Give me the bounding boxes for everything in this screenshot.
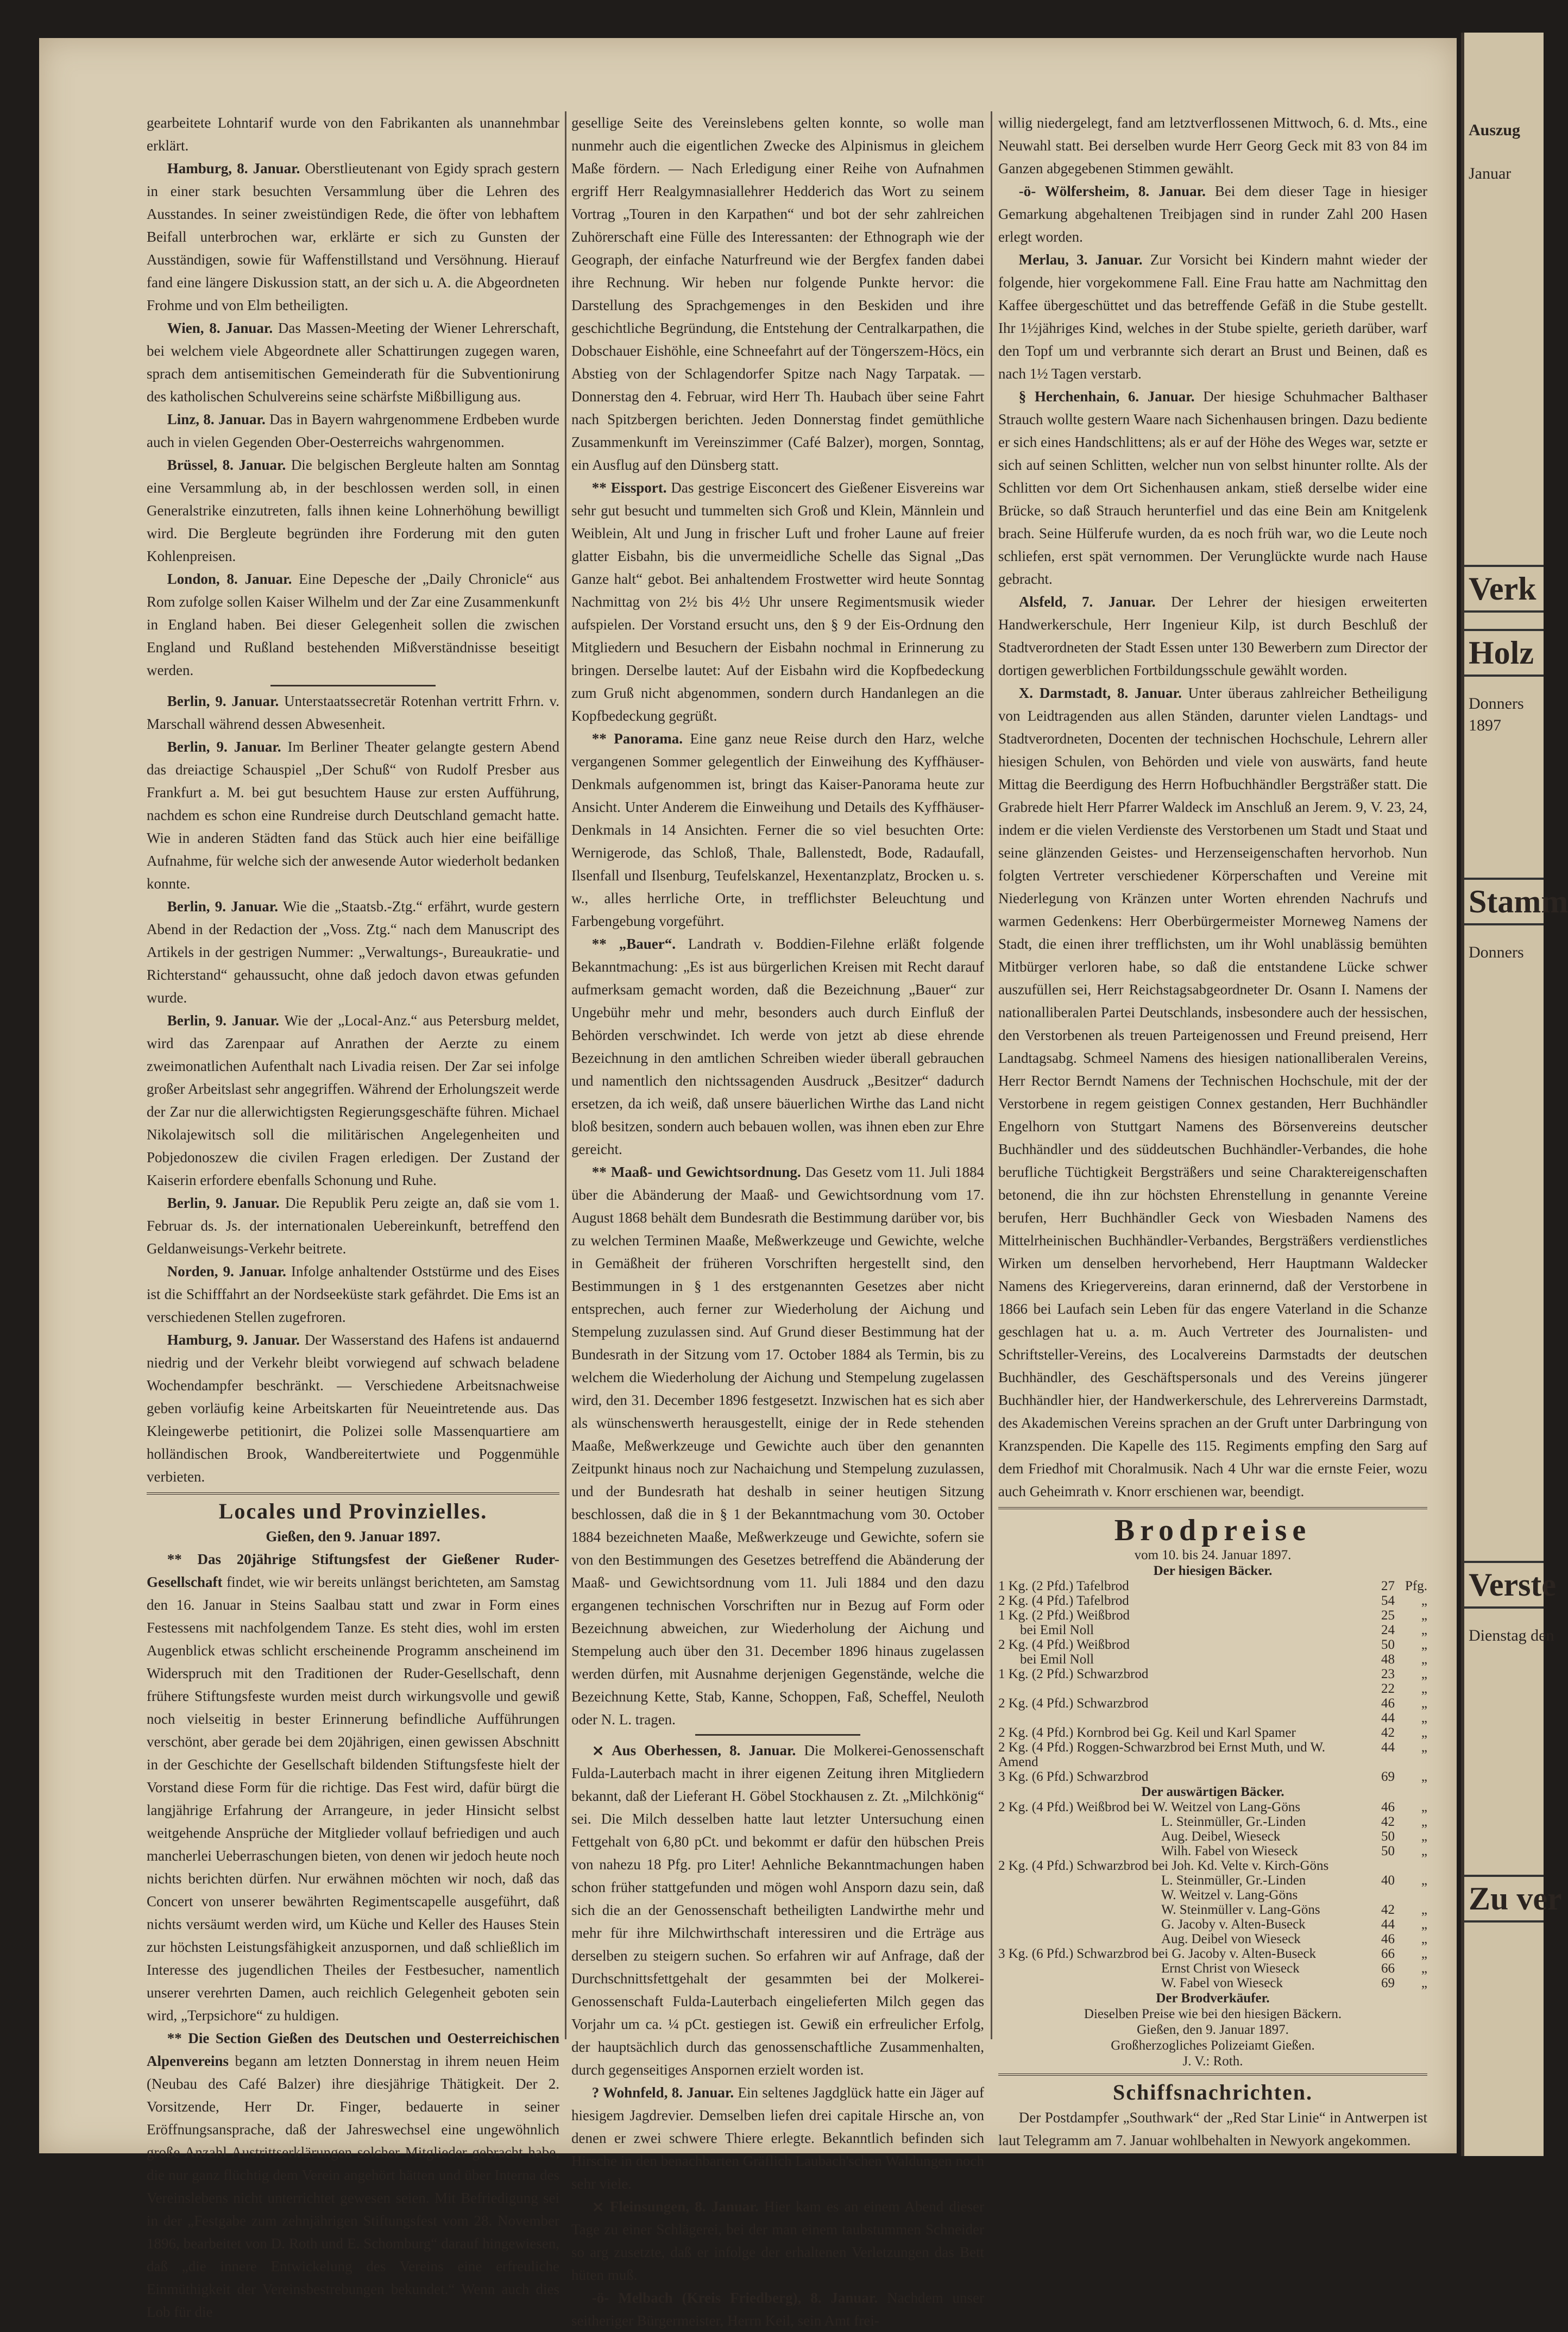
article-lead: Alsfeld, 7. Januar. (1018, 594, 1156, 610)
article-lead: ** Eissport. (591, 480, 667, 496)
bread-prices-notice (998, 1514, 1427, 2069)
article-text: Unter überaus zahlreicher Betheiligung von Leidtragenden aus allen Ständen, darunter vielen Landtags- und Stadtverordneten, Docenten der technischen Hochschule, Lehrern aller hiesigen Schulen, von Behörden und viele von auswärts, fand heute Mittag die Beerdigung des Herrn Hofbuchhändler Bergsträßer statt. Die Grabrede hielt Herr Pfarrer Waldeck im Anschluß an Jerem. 9, V. 23, 24, indem er die vielen Verdienste des Verstorbenen um Stadt und Staat und seine glänzenden Geistes- und Herzenseigenschaften hervorhob. Nun folgten Vertreter verschiedener Körperschaften und Vereine mit Niederlegung von Kränzen unter Worten ehrenden Nachrufs und warmen Gedenkens: Herr Oberbürgermeister Morneweg Namens der Stadt, die einen ihrer trefflichsten, um ihr Wohl unablässig bemühten Mitbürger verloren habe, so daß die entstandene Lücke schwer auszufüllen sei, Herr Reichstagsabgeordneter Dr. Osann I. Namens der nationalliberalen Partei Deutschlands, insbesondere auch der hessischen, den Verstorbenen als treuen Parteigenossen und Freund preisend, Herr Landtagsabg. Schmeel Namens des hiesigen nationalliberalen Vereins, Herr Rector Berndt Namens der Technischen Hochschule, mit der der Verstorbene in regem geistigen Connex gestanden, Herr Buchhändler Engelhorn von Stuttgart Namens des Börsenvereins deutscher Buchhändler und des süddeutschen Buchhändler-Verbandes, die hohe berufliche Tüchtigkeit Bergsträßers und seine Charaktereigenschaften betonend, die ihn zur höchsten Ehrenstellung in genannte Vereine berufen, Herr Buchhändler Geck von Wiesbaden Namens des Mittelrheinischen Buchhändler-Verbandes, Bergsträßers verdienstliches Wirken um denselben hervorhebend, Herr Hauptmann Waldecker Namens des Kriegervereins, daran erinnernd, daß der Verstorbene in 1866 bei Laufach sein Leben für das engere Vaterland in die Schanze geschlagen hat u. a. m. Auch Vertreter des Journalisten- und Schriftsteller-Vereins, des Localvereins Darmstadts der deutschen Buchhändler, des Geschäftspersonals und des Vereins jüngerer Buchhändler hier, der Handwerkerschule, des Lehrervereins Darmstadt, des Akademischen Vereins sprachen an der Gruft unter Darbringung von Kranzspenden. Die Kapelle des 115. Regiments empfing den Sarg auf dem Friedhof mit Choralmusik. Nach 4 Uhr war die ernste Feier, wozu auch Geheimrath v. Knorr erschienen war, beendigt. (998, 685, 1428, 1499)
price-value: 44 (1381, 1917, 1395, 1932)
price-row (998, 1858, 1427, 1873)
article-lead: Hamburg, 9. Januar. (167, 1332, 300, 1348)
price-value: 46 (1381, 1696, 1395, 1711)
price-item: 2 Kg. (4 Pfd.) Kornbrod bei Gg. Keil und Karl Spamer (998, 1725, 1296, 1740)
price-unit: „ (1421, 1902, 1427, 1917)
price-row (998, 1740, 1427, 1769)
article-text: Nachdem unser seitheriger Bürgermeister, Herrn Keil, sein Amt frei- (571, 2290, 984, 2329)
price-unit: „ (1421, 1961, 1427, 1976)
price-unit: „ (1421, 1873, 1427, 1888)
fragment: Dienstag den (1469, 1627, 1554, 1644)
column-2 (571, 111, 984, 2332)
price-item: 2 Kg. (4 Pfd.) Schwarzbrod (998, 1696, 1149, 1711)
price-item: W. Fabel von Wieseck (1161, 1976, 1283, 1990)
article-paragraph (147, 690, 559, 735)
price-value: 48 (1381, 1652, 1395, 1667)
price-row (998, 1637, 1427, 1652)
article-paragraph (998, 682, 1427, 1503)
price-item: 2 Kg. (4 Pfd.) Weißbrod (998, 1637, 1130, 1652)
divider (998, 1507, 1427, 1509)
price-value (1362, 1888, 1395, 1902)
price-row (998, 1888, 1427, 1902)
price-item: G. Jacoby v. Alten-Buseck (1161, 1917, 1306, 1932)
article-lead: Berlin, 9. Januar. (167, 693, 279, 709)
article-text: Im Berliner Theater gelangte gestern Abend das dreiactige Schauspiel „Der Schuß“ von Rudolf Presber aus Frankfurt a. M. bei gut besuchtem Hause zur ersten Aufführung, nachdem es schon eine Rundreise durch Deutschland gemacht hatte. Wie in anderen Städten fand das Stück auch hier eine beifällige Aufnahme, für welche sich der anwesende Autor wiederholt bedanken konnte. (147, 739, 559, 892)
article-text: Oberstlieutenant von Egidy sprach gestern in einer stark besuchten Versammlung über die Lehren des Ausstandes. In seiner zweistündigen Rede, die öfter von lebhaftem Beifall unterbrochen war, erklärte er sich zu Gunsten der Ausständigen, sowie für Waffenstillstand und Versöhnung. Hierauf fand eine längere Diskussion statt, an der sich u. A. die Abgeordneten Frohme und von Elm betheiligten. (147, 160, 560, 313)
price-value: 24 (1381, 1623, 1395, 1637)
article-lead: ** Das 20jährige Stiftungsfest der Gießener Ruder-Gesellschaft (147, 1551, 559, 1590)
bread-prices-title: Brodpreise (1114, 1514, 1312, 1547)
article-lead: Berlin, 9. Januar. (167, 1012, 279, 1029)
price-value: 23 (1381, 1667, 1395, 1681)
column-rule (991, 111, 992, 2039)
price-row (998, 1769, 1427, 1784)
article-paragraph (147, 568, 559, 682)
price-item: 2 Kg. (4 Pfd.) Tafelbrod (998, 1593, 1129, 1608)
price-unit (1395, 1888, 1427, 1902)
fragment: Januar (1469, 165, 1512, 182)
article-paragraph (147, 895, 559, 1009)
article-lead: Merlau, 3. Januar. (1018, 251, 1143, 268)
article-paragraph (571, 1739, 984, 2081)
price-item: 1 Kg. (2 Pfd.) Schwarzbrod (998, 1667, 1149, 1681)
fragment: Stamm (1464, 878, 1544, 925)
price-value: 46 (1381, 1932, 1395, 1946)
column-3 (998, 111, 1427, 2152)
article-text: Bei dem dieser Tage in hiesiger Gemarkung abgehaltenen Treibjagen sind in runder Zahl 200 Hasen erlegt worden. (998, 183, 1427, 245)
article-lead: ** Maaß- und Gewichtsordnung. (591, 1164, 801, 1180)
article-paragraph (571, 2286, 984, 2332)
price-item (998, 1681, 1362, 1696)
article-lead: Berlin, 9. Januar. (167, 898, 279, 915)
ships-heading: Schiffsnachrichten. (1113, 2080, 1313, 2104)
article-paragraph (147, 111, 559, 157)
price-item: bei Emil Noll (1020, 1623, 1094, 1637)
price-table-local (998, 1579, 1427, 1784)
price-unit: „ (1421, 1946, 1427, 1961)
article-paragraph (147, 1328, 559, 1488)
news-block-telegrams (147, 690, 559, 1488)
price-item: Aug. Deibel, Wieseck (1161, 1829, 1281, 1844)
dateline: Gießen, den 9. Januar 1897. (266, 1528, 440, 1545)
article-paragraph (998, 248, 1427, 385)
article-text: Ein seltenes Jagdglück hatte ein Jäger auf hiesigem Jagdrevier. Demselben liefen drei capitale Hirsche an, von denen er zwei schwere Thiere erlegte. Bekanntlich befinden sich Hirsche in den benachbarten Gräflich Laubach'schen Waldungen noch sehr viele. (571, 2084, 984, 2192)
price-value: 54 (1381, 1593, 1395, 1608)
article-paragraph (571, 111, 984, 476)
price-value: 69 (1381, 1976, 1395, 1990)
price-unit: „ (1421, 1769, 1427, 1784)
price-row (998, 1932, 1427, 1946)
article-text: Wie der „Local-Anz.“ aus Petersburg meldet, wird das Zarenpaar auf Anrathen der Aerzte zu einem zweimonatlichen Aufenthalt nach Livadia reisen. Der Zar sei infolge großer Arbeitslast sehr angegriffen. Während der Erholungszeit werde der Zar nur die allerwichtigsten Regierungsgeschäfte führen. Michael Nikolajewitsch soll die militärischen Angelegenheiten und Pobjedonoszew die civilen Fragen erledigen. Der Zustand der Kaiserin erfordere ebenfalls Schonung und Ruhe. (147, 1012, 559, 1188)
price-row (998, 1725, 1427, 1740)
news-block-top (147, 111, 559, 682)
price-item: 1 Kg. (2 Pfd.) Tafelbrod (998, 1579, 1129, 1593)
price-item: 2 Kg. (4 Pfd.) Schwarzbrod bei Joh. Kd. Velte v. Kirch-Göns (998, 1858, 1329, 1873)
article-paragraph (998, 590, 1427, 682)
divider (147, 1492, 559, 1495)
price-value: 66 (1381, 1961, 1395, 1976)
article-paragraph (571, 2081, 984, 2195)
price-row (998, 1681, 1427, 1696)
article-lead: Brüssel, 8. Januar. (167, 457, 286, 473)
article-paragraph (147, 157, 559, 317)
price-item: bei Emil Noll (1020, 1652, 1094, 1667)
price-unit: „ (1421, 1623, 1427, 1637)
article-paragraph (571, 1161, 984, 1731)
article-text: Landrath v. Boddien-Filehne erläßt folgende Bekanntmachung: „Es ist aus bürgerlichen Kreisen mit Recht darauf aufmerksam gemacht worden, daß die Bezeichnung „Bauer“ zur Ungebühr mehr und mehr, besonders auch durch Einfluß der Behörden verschwindet. Ich werde von jetzt ab diese ehrende Bezeichnung in den amtlichen Schreiben wieder überall gebrauchen und namentlich den nichtssagenden Ausdruck „Besitzer“ dadurch ersetzen, da ich weiß, daß unsere bäuerlichen Wirthe das Land nicht bloß besitzen, sondern auch bebauen wollen, was ihnen eben zur Ehre gereicht. (571, 936, 984, 1157)
fragment: Donners (1469, 943, 1524, 961)
price-item: 3 Kg. (6 Pfd.) Schwarzbrod bei G. Jacoby v. Alten-Buseck (998, 1946, 1317, 1961)
price-value: 42 (1381, 1902, 1395, 1917)
price-unit: „ (1421, 1917, 1427, 1932)
price-row (998, 1829, 1427, 1844)
article-lead: Norden, 9. Januar. (167, 1263, 286, 1280)
price-unit: „ (1421, 1800, 1427, 1814)
article-text: Infolge anhaltender Oststürme und des Eises ist die Schifffahrt an der Nordseeküste stark gefährdet. Die Ems ist an verschiedenen Stellen zugefroren. (147, 1263, 560, 1325)
price-item: 2 Kg. (4 Pfd.) Roggen-Schwarzbrod bei Ernst Muth, und W. Amend (998, 1740, 1326, 1769)
column-1 (147, 111, 559, 2323)
price-unit: „ (1421, 1652, 1427, 1667)
divider (270, 685, 436, 686)
price-unit (1395, 1858, 1427, 1873)
fragment: Donners (1469, 695, 1524, 713)
price-row (998, 1814, 1427, 1829)
bread-prices-period: vom 10. bis 24. Januar 1897. (1134, 1548, 1292, 1562)
price-row (998, 1579, 1427, 1593)
article-lead: ** Panorama. (591, 730, 683, 747)
price-row (998, 1696, 1427, 1711)
article-paragraph (147, 453, 559, 568)
price-value: 50 (1381, 1637, 1395, 1652)
article-lead: § Herchenhain, 6. Januar. (1018, 388, 1195, 405)
price-unit: „ (1421, 1844, 1427, 1858)
article-paragraph (147, 1260, 559, 1328)
price-item: 1 Kg. (2 Pfd.) Weißbrod (998, 1608, 1130, 1623)
news-block-local-cont (571, 111, 984, 1731)
article-paragraph (571, 932, 984, 1161)
price-value (1362, 1858, 1395, 1873)
article-lead: Linz, 8. Januar. (167, 411, 266, 427)
price-value: 50 (1381, 1844, 1395, 1858)
article-lead: ⨯ Fleinsungen, 8. Januar. (591, 2198, 759, 2215)
price-value: 42 (1381, 1725, 1395, 1740)
fragment: Holz (1464, 629, 1544, 677)
fragment: Verk (1464, 565, 1544, 613)
price-unit: Pfg. (1405, 1579, 1427, 1593)
price-item: W. Steinmüller v. Lang-Göns (1161, 1902, 1320, 1917)
article-text: Das Massen-Meeting der Wiener Lehrerschaft, bei welchem viele Abgeordnete aller Schattirungen zugegen waren, sprach dem antisemitischen Gemeinderath für die Subventionirung des katholischen Schulvereins seine schärfste Mißbilligung aus. (147, 320, 559, 405)
price-unit: „ (1421, 1608, 1427, 1623)
news-block-local (147, 1548, 559, 2323)
price-item: L. Steinmüller, Gr.-Linden (1161, 1873, 1306, 1888)
article-paragraph (147, 317, 559, 408)
price-unit: „ (1421, 1711, 1427, 1725)
price-value: 44 (1381, 1740, 1395, 1755)
divider (695, 1734, 860, 1736)
article-text: Die Republik Peru zeigte an, daß sie vom 1. Februar ds. Js. der internationalen Uebereinkunft, betreffend den Geldanweisungs-Verkehr beitrete. (147, 1195, 560, 1257)
price-value: 42 (1381, 1814, 1395, 1829)
article-text: gearbeitete Lohntarif wurde von den Fabrikanten als unannehmbar erklärt. (147, 115, 559, 154)
article-text: Eine ganz neue Reise durch den Harz, welche vergangenen Sommer gelegentlich der Einweihung des Kyffhäuser-Denkmals aufgenommen ist, bringt das Kaiser-Panorama heute zur Ansicht. Unter Anderem die Einweihung und Details des Kyffhäuser-Denkmals in 14 Ansichten. Ferner die so viel besuchten Orte: Wernigerode, das Schloß, Thale, Ballenstedt, Bode, Radaufall, Ilsenfall und Ilsenburg, Teufelskanzel, Hexentanzplatz, Brocken u. s. w., alles herrliche Orte, in trefflichster Beleuchtung und Farbengebung vorgeführt. (571, 730, 984, 929)
price-unit: „ (1421, 1593, 1427, 1608)
sellers-note: Dieselben Preise wie bei den hiesigen Bäckern. (1084, 2007, 1342, 2021)
price-row (998, 1608, 1427, 1623)
price-row (998, 1873, 1427, 1888)
price-value: 46 (1381, 1800, 1395, 1814)
article-text: Die belgischen Bergleute halten am Sonntag eine Versammlung ab, in der beschlossen werden soll, in einen Generalstrike einzutreten, falls ihnen keine Lohnerhöhung bewilligt wird. Die Bergleute begründen ihre Forderung mit den guten Kohlenpreisen. (147, 457, 560, 564)
price-row (998, 1800, 1427, 1814)
price-row (998, 1844, 1427, 1858)
price-table-foreign (998, 1800, 1427, 1990)
price-value: 40 (1381, 1873, 1395, 1888)
price-item: L. Steinmüller, Gr.-Linden (1161, 1814, 1306, 1829)
fragment: Auszug (1469, 121, 1521, 139)
price-value: 27 (1381, 1579, 1395, 1593)
article-paragraph (571, 2195, 984, 2286)
fragment: Verste (1464, 1561, 1544, 1609)
divider (998, 2073, 1427, 2076)
price-unit: „ (1421, 1696, 1427, 1711)
article-text: Die Molkerei-Genossenschaft Fulda-Lauterbach macht in ihrer eigenen Zeitung ihren Mitgliedern bekannt, daß der Lieferant H. Göbel Stockhausen z. Zt. „Milchkönig“ sei. Die Milch desselben hatte laut letzter Untersuchung einen Fettgehalt von 6,80 pCt. und bekommt er dafür den hübschen Preis von nahezu 18 Pfg. pro Liter! Aehnliche Bekanntmachungen haben schon früher stattgefunden und mögen wohl Ansporn dazu sein, daß sich die an der Genossenschaft betheiligten Landwirthe mehr und mehr für ihre Milchwirthschaft interessiren und die Erträge aus derselben zu steigern suchen. So erfahren wir auf Anfrage, daß der Durchschnittsfettgehalt der gesammten bei der Molkerei-Genossenschaft Fulda-Lauterbach eingelieferten Milch gegen das Vorjahr um ca. ¼ pCt. gestiegen ist. Gewiß ein erfreulicher Erfolg, der hauptsächlich durch das genossenschaftliche Zusammenhalten, durch gegenseitiges Anspornen erzielt worden ist. (571, 1742, 984, 2078)
price-item: Aug. Deibel von Wieseck (1161, 1932, 1301, 1946)
price-row (998, 1902, 1427, 1917)
article-lead: Berlin, 9. Januar. (167, 1195, 280, 1211)
price-item: 3 Kg. (6 Pfd.) Schwarzbrod (998, 1769, 1149, 1784)
price-item: Ernst Christ von Wieseck (1161, 1961, 1300, 1976)
article-text: Eine Depesche der „Daily Chronicle“ aus Rom zufolge sollen Kaiser Wilhelm und der Zar eine Zusammenkunft in England haben. Bei dieser Gelegenheit sollen die zwischen England und Rußland bestehenden Mißverständnisse beseitigt werden. (147, 571, 560, 678)
price-item: Wilh. Fabel von Wieseck (1161, 1844, 1298, 1858)
article-text: Der Wasserstand des Hafens ist andauernd niedrig und der Verkehr bleibt vorwiegend auf schwach beladene Wochendampfer beschränkt. — Verschiedene Arbeitsnachweise geben vorläufig keine Arbeitskarten für Neueintretende aus. Das Kleingewerbe petitionirt, die Polizei solle Massenquartiere am holländischen Brook, Wandbereitertwiete und Poggenmühle verbieten. (147, 1332, 560, 1485)
price-row (998, 1667, 1427, 1681)
ships-text: Der Postdampfer „Southwark“ der „Red Star Linie“ in Antwerpen ist laut Telegramm am 7. Januar wohlbehalten in Newyork angekommen. (998, 2109, 1427, 2148)
price-row (998, 1593, 1427, 1608)
article-paragraph (147, 1548, 559, 2027)
article-text: Das Gesetz vom 11. Juli 1884 über die Abänderung der Maaß- und Gewichtsordnung vom 17. August 1868 behält dem Bundesrath die Bestimmung darüber vor, bis zu welchen Terminen Maaße, Meßwerkzeuge und Gewichte, welche in Gemäßheit der früheren Vorschriften hergestellt sind, den Bestimmungen in § 1 des erstgenannten Gesetzes aber nicht entsprechen, auch ferner zur Wiederholung der Aichung und Stempelung zuzulassen sind. Auf Grund dieser Bestimmung hat der Bundesrath in der Sitzung vom 17. October 1884 als Termin, bis zu welchem die Wiederholung der Aichung und Stempelung zugelassen wird, den 31. December 1896 festgesetzt. Inzwischen hat es sich aber als wünschenswerth herausgestellt, einige der in Rede stehenden Maaße, Meßwerkzeuge und Gewichte auch über den genannten Zeitpunkt hinaus noch zur Nachaichung und Stempelung zuzulassen, und der Bundesrath hat deshalb in seiner heutigen Sitzung beschlossen, daß die in § 1 der Bekanntmachung vom 30. October 1884 bezeichneten Maaße, Meßwerkzeuge und Gewichte, sofern sie von den Bestimmungen des Gesetzes betreffend die Abänderung der Maaß- und Gewichtsordnung vom 11. Juli 1884 und den dazu ergangenen technischen Vorschriften nur in Bezug auf Form oder Bezeichnung abweichen, zur Wiederholung der Aichung und Stempelung auch über den 31. December 1896 hinaus zugelassen werden dürfen, mit Ausnahme derjenigen Gegenstände, welche die Bezeichnung Kette, Stab, Kanne, Schoppen, Faß, Scheffel, Neuloth oder N. L. tragen. (571, 1164, 984, 1728)
article-text: Zur Vorsicht bei Kindern mahnt wieder der folgende, hier vorgekommene Fall. Eine Frau hatte am Nachmittag den Kaffee übergeschüttet und das betreffende Gefäß in die Stube gestellt. Ihr 1½jähriges Kind, welches in der Stube spielte, gerieth darüber, warf den Topf um und verbrannte sich derart an Brust und Beinen, daß es nach 1½ Tagen verstarb. (998, 251, 1427, 382)
price-row (998, 1917, 1427, 1932)
article-text: Der Lehrer der hiesigen erweiterten Handwerkerschule, Herr Ingenieur Kilp, ist durch Beschluß der Stadtverordneten der Stadt Essen unter 130 Bewerbern zum Director der dortigen gewerblichen Fortbildungsschule gewählt worden. (998, 594, 1428, 678)
article-lead: Hamburg, 8. Januar. (167, 160, 300, 177)
signature: J. V.: Roth. (1182, 2054, 1243, 2069)
article-lead: ** Die Section Gießen des Deutschen und Oesterreichischen Alpenvereins (147, 2030, 559, 2069)
price-value: 44 (1381, 1711, 1395, 1725)
article-text: Wie die „Staatsb.-Ztg.“ erfährt, wurde gestern Abend in der Redaction der „Voss. Ztg.“ nach dem Manuscript des Artikels in der gestrigen Nummer: „Verwaltungs-, Bureaukratie- und Richterstand“ gehaussucht, ohne daß jedoch davon etwas gefunden wurde. (147, 898, 559, 1006)
article-paragraph (571, 727, 984, 932)
article-text: Unterstaatssecretär Rotenhan vertritt Frhrn. v. Marschall während dessen Abwesenheit. (147, 693, 559, 732)
news-block-regional (571, 1739, 984, 2332)
subheading-foreign-bakers: Der auswärtigen Bäcker. (1141, 1785, 1284, 1799)
price-item (998, 1711, 1362, 1725)
article-lead: Wien, 8. Januar. (167, 320, 273, 336)
price-unit: „ (1421, 1637, 1427, 1652)
article-lead: Berlin, 9. Januar. (167, 739, 281, 755)
price-unit: „ (1421, 1740, 1427, 1755)
price-value: 22 (1381, 1681, 1395, 1696)
place-date: Gießen, den 9. Januar 1897. (1137, 2022, 1289, 2037)
section-heading: Locales und Provinzielles. (218, 1499, 488, 1523)
fragment: 1897 (1469, 716, 1501, 734)
price-unit: „ (1421, 1976, 1427, 1990)
price-value: 66 (1381, 1946, 1395, 1961)
authority: Großherzogliches Polizeiamt Gießen. (1111, 2038, 1315, 2053)
article-paragraph (147, 408, 559, 453)
article-paragraph (998, 111, 1427, 180)
price-value: 50 (1381, 1829, 1395, 1844)
price-row (998, 1976, 1427, 1990)
price-unit: „ (1421, 1814, 1427, 1829)
price-unit: „ (1421, 1829, 1427, 1844)
price-item: 2 Kg. (4 Pfd.) Weißbrod bei W. Weitzel von Lang-Göns (998, 1800, 1301, 1814)
price-unit: „ (1421, 1681, 1427, 1696)
article-lead: -ö- Melbach (Kreis Friedberg), 8. Januar. (591, 2290, 878, 2306)
article-lead: ? Wohnfeld, 8. Januar. (591, 2084, 734, 2101)
article-paragraph (147, 1009, 559, 1192)
article-text: Das gestrige Eisconcert des Gießener Eisvereins war sehr gut besucht und tummelten sich Groß und Klein, Männlein und Weiblein, Alt und Jung in frischer Luft und froher Laune auf freier glatter Eisbahn, bis die unvermeidliche Schelle das Signal „Das Ganze halt“ gebot. Bei anhaltendem Frostwetter wird heute Sonntag Nachmittag von 2½ bis 4½ Uhr unsere Regimentsmusik wieder aufspielen. Der Vorstand ersucht uns, den § 9 der Eis-Ordnung den Mitgliedern und Besuchern der Eisbahn nochmal in Erinnerung zu bringen. Derselbe lautet: Auf der Eisbahn wird die Kopfbedeckung zum Gruß nicht abgenommen, sondern durch Handanlegen an die Kopfbedeckung gegrüßt. (571, 480, 984, 724)
article-paragraph (147, 1192, 559, 1260)
news-block-regional-cont (998, 111, 1427, 1503)
price-value: 69 (1381, 1769, 1395, 1784)
price-value: 25 (1381, 1608, 1395, 1623)
article-lead: ⨯ Aus Oberhessen, 8. Januar. (591, 1742, 796, 1759)
price-item: W. Weitzel v. Lang-Göns (1161, 1888, 1298, 1902)
article-paragraph (998, 180, 1427, 248)
column-rule (565, 111, 566, 2039)
price-row (998, 1623, 1427, 1637)
subheading-sellers: Der Brodverkäufer. (1156, 1991, 1270, 2006)
price-row (998, 1652, 1427, 1667)
price-row (998, 1711, 1427, 1725)
article-paragraph (147, 2027, 559, 2323)
price-unit: „ (1421, 1725, 1427, 1740)
price-unit: „ (1421, 1667, 1427, 1681)
article-text: gesellige Seite des Vereinslebens gelten konnte, so wolle man nunmehr auch die eigentlichen Zwecke des Alpinismus in gleichem Maße fördern. — Nach Erledigung einer Reihe von Aufnahmen ergriff Herr Realgymnasiallehrer Hedderich das Wort zu seinem Vortrag „Touren in den Karpathen“ und bot der sehr zahlreichen Zuhörerschaft eine Fülle des Interessanten: der Ethnograph wie der Geograph, der einfache Naturfreund wie der Bergfex fanden dabei ihre Rechnung. Wir heben nur folgende Punkte hervor: die Darstellung des Sprachgemenges in den Beskiden und ihre geschichtliche Begründung, die Entstehung der Centralkarpathen, die Dobschauer Eishöhle, eine Schneefahrt auf der Töngerszem-Höcs, ein Abstieg von der Schlagendorfer Spitze nach Nagy Tarpatak. — Donnerstag den 4. Februar, wird Herr Th. Haubach über seine Fahrt nach Spitzbergen berichten. Jeden Donnerstag findet gemüthliche Zusammenkunft im Vereinszimmer (Café Balzer), morgen, Sonntag, ein Ausflug auf den Dünsberg statt. (571, 115, 984, 473)
article-text: findet, wie wir bereits unlängst berichteten, am Samstag den 16. Januar in Steins Saalbau statt und zwar in Form eines Festessens mit nachfolgendem Tanze. Es steht dies, wohl im ersten Augenblick etwas schlicht erscheinende Programm anscheinend im Widerspruch mit den Traditionen der Ruder-Gesellschaft, denn frühere Stiftungsfeste wurden meist durch wirkungsvolle und gewiß noch vielseitig in bester Erinnerung befindliche Aufführungen verschönt, aber gerade bei dem 20jährigen, einen gewissen Abschnitt in der Geschichte der Gesellschaft bildenden Stiftungsfeste hielt der Vorstand diese Form für die richtige. Das Fest wird, dafür bürgt die langjährige Erfahrung der Arrangeure, in jeder Hinsicht selbst weitgehende Ansprüche der Mitglieder vollauf befriedigen und auch mancherlei Ueberraschungen bieten, von denen wir jedoch heute noch nichts berichten dürfen. Nur erwähnen möchten wir noch, daß das Concert von unserer bewährten Regimentscapelle ausgeführt, daß nichts versäumt werden wird, um Küche und Keller des Hauses Stein zur höchsten Leistungsfähigkeit anzuspornen, und daß schließlich im Interesse des jugendlichen Theiles der Festbesucher, namentlich unserer verehrten Damen, auch reichlich Gelegenheit geboten sein wird, „Terpsichore“ zu huldigen. (147, 1574, 560, 2024)
article-lead: X. Darmstadt, 8. Januar. (1018, 685, 1182, 701)
price-row (998, 1961, 1427, 1976)
article-text: begann am letzten Donnerstag in ihrem neuen Heim (Neubau des Café Balzer) ihre diesjährige Thätigkeit. Der 2. Vorsitzende, Herr Dr. Finger, bedauerte in seiner Eröffnungsansprache, daß der Jahreswechsel eine ungewöhnlich große Anzahl Austrittserklärungen solcher Mitglieder gebracht habe, die nur ganz flüchtig dem Verein angehört hätten und über Interna des Vereinslebens nicht unterrichtet gewesen seien. Mit Befriedigung sei in der „Festgabe zum zehnjährigen Stiftungsfest vom 28. November 1896, bearbeitet von D. Roth und E. Schomburg“ darauf hingewiesen, daß „die innere Entwickelung des Vereins eine erfreuliche Einmüthigkeit der Vereinsbestrebungen bekundet.“ Wenn auch dies Lob für die (147, 2053, 560, 2320)
article-lead: ** „Bauer“. (591, 936, 676, 952)
article-paragraph (571, 476, 984, 727)
adjacent-page-fragment (1461, 33, 1568, 2156)
article-text: Das in Bayern wahrgenommene Erdbeben wurde auch in vielen Gegenden Ober-Oesterreichs wahrgenommen. (147, 411, 560, 450)
price-unit: „ (1421, 1932, 1427, 1946)
article-text: Hier kam es an einem Abend dieser Tage zu einer Schlägerei, bei der man einem taubstummen Schneider so arg zusetzte, daß er infolge der erhaltenen Verletzungen das Bett hüten muß. (571, 2198, 984, 2283)
article-text: willig niedergelegt, fand am letztverflossenen Mittwoch, 6. d. Mts., eine Neuwahl statt. Bei derselben wurde Herr Georg Geck mit 83 von 84 im Ganzen abgegebenen Stimmen gewählt. (998, 115, 1427, 177)
article-lead: -ö- Wölfersheim, 8. Januar. (1018, 183, 1206, 199)
subheading-local-bakers: Der hiesigen Bäcker. (1153, 1564, 1273, 1578)
article-paragraph (998, 385, 1427, 590)
article-paragraph (147, 735, 559, 895)
article-text: Der hiesige Schuhmacher Balthaser Strauch wollte gestern Waare nach Sichenhausen bringen. Dazu bediente er sich eines Handschlittens; als er auf der Höhe des Weges war, setzte er sich auf seinen Schlitten, welcher nun von selbst hinunter rollte. Als der Schlitten vor dem Ort Sichenhausen ankam, stieß derselbe wider eine Brücke, so daß Strauch herunterfiel und das eine Bein am Knitgelenk brach. Seine Hülferufe wurden, da es noch früh war, wo die Leute noch schliefen, erst spät vernommen. Der Verunglückte wurde nach Hause gebracht. (998, 388, 1428, 587)
article-lead: London, 8. Januar. (167, 571, 292, 587)
fragment: Zu ver (1464, 1875, 1544, 1923)
price-row (998, 1946, 1427, 1961)
